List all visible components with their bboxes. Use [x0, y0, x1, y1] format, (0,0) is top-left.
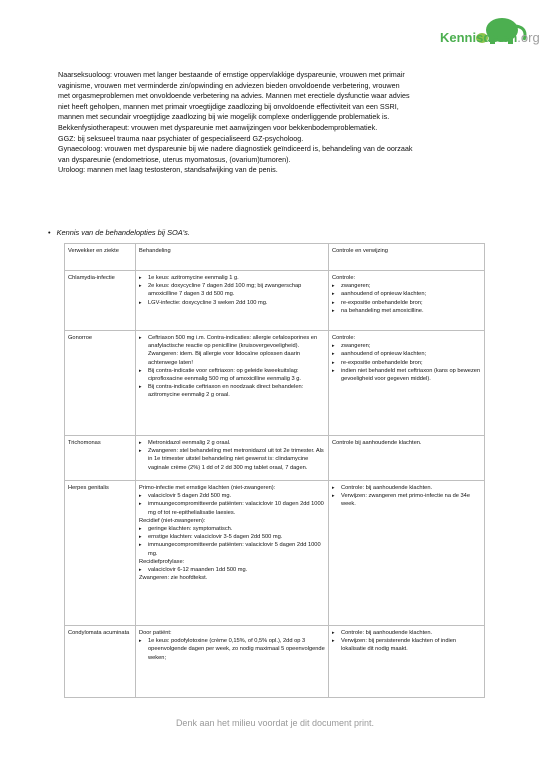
control-item: ▸ re-expositie onbehandelde bron; — [332, 299, 481, 307]
table-row — [65, 436, 485, 481]
disease-cell: Chlamydia-infectie — [65, 271, 136, 331]
treatment-item: Recidiefprofylaxe: — [139, 558, 185, 565]
table-row — [65, 626, 485, 698]
control-item: ▸ Verwijzen: bij persisterende klachten of indien lokalisatie dit nodig maakt. — [332, 637, 481, 653]
table-row — [65, 331, 485, 436]
treatment-item: ▸ immuungecompromitteerde patiënten: valaciclovir 5 dagen 2dd 1000 mg. — [139, 541, 325, 557]
control-cell — [329, 271, 485, 331]
treatment-item: ▸ Metronidazol eenmalig 2 g oraal. — [139, 439, 325, 447]
treatment-cell — [136, 331, 329, 436]
intro-line: Naarseksuoloog: vrouwen met langer bestaande of ernstige oppervlakkige dyspareunie, vrouwen met primair — [58, 70, 405, 79]
treatment-item: Zwangeren: zie hoofdtekst. — [139, 575, 208, 582]
control-item: ▸ indien niet behandeld met ceftriaxon (kans op bewezen gevoeligheid voor gegeven middel). — [332, 367, 481, 383]
intro-line: mannen met secundair vroegtijdige zaadlozing bij wie mogelijk complexe onderliggende problematiek is. — [58, 112, 390, 122]
treatment-list — [139, 274, 325, 307]
control-item: Controle: — [332, 275, 356, 281]
soa-treatment-table — [64, 243, 485, 698]
control-cell — [329, 331, 485, 436]
treatment-item: ▸ geringe klachten: symptomatisch. — [139, 525, 325, 533]
control-list — [332, 274, 481, 315]
intro-line: Bekkenfysiotherapeut: vrouwen met dyspareunie met aanwijzingen voor bekkenbodemproblematiek. — [58, 122, 378, 132]
control-list — [332, 484, 481, 509]
intro-text — [58, 70, 503, 176]
treatment-item: ▸ Bij contra-indicatie voor ceftriaxon: op geleide kweekuitslag: ciprofloxacine eenmalig 500 mg of amoxicilline eenmalig 3 g. — [139, 367, 325, 383]
intro-line: GGZ: bij seksueel trauma naar psychiater of gespecialiseerd GZ-psycholoog. — [58, 133, 304, 143]
control-cell — [329, 626, 485, 698]
header-pathogen: Verwekker en ziekte — [65, 244, 136, 271]
control-item: ▸ zwangeren; — [332, 342, 481, 350]
treatment-item: ▸ ernstige klachten: valaciclovir 3-5 dagen 2dd 500 mg. — [139, 533, 325, 541]
treatment-item: ▸ 1e keus: azitromycine eenmalig 1 g. — [139, 274, 325, 282]
intro-line: met orgasmeproblemen met onvoldoende verbetering na advies. Mannen met erectiele dysfunctie waar advies — [58, 91, 410, 101]
bullet-icon: • — [48, 228, 51, 237]
intro-line: vaginisme, vrouwen met verminderde zin/opwinding en adviezen bieden onvoldoende verbetering, vrouwen — [58, 80, 400, 90]
disease-cell: Herpes genitalis — [65, 481, 136, 626]
treatment-item: Door patiënt: — [139, 630, 172, 636]
site-brand: Kennisdelen.org — [440, 30, 540, 45]
treatment-item: ▸ 2e keus: doxycycline 7 dagen 2dd 100 mg; bij zwangerschap amoxicilline 7 dagen 3 dd 500 mg. — [139, 282, 325, 298]
treatment-item: ▸ LGV-infectie: doxycycline 3 weken 2dd 100 mg. — [139, 299, 325, 307]
treatment-item: ▸ Bij contra-indicatie ceftriaxon en noodzaak direct behandelen: azitromycine eenmalig 2 g oraal. — [139, 383, 325, 399]
treatment-cell — [136, 481, 329, 626]
treatment-item: ▸ 1e keus: podofylotoxine (crème 0,15%, of 0,5% opl.), 2dd op 3 opeenvolgende dagen per week, zo nodig maximaal 5 opeenvolgende weken; — [139, 637, 325, 662]
control-list — [332, 439, 481, 447]
table-row — [65, 481, 485, 626]
treatment-list — [139, 629, 325, 662]
control-item: ▸ zwangeren; — [332, 282, 481, 290]
intro-line: Gynaecoloog: vrouwen met dyspareunie bij wie nadere diagnostiek geïndiceerd is, behandeling van de oorzaak — [58, 144, 413, 154]
intro-line: van dyspareunie (endometriose, uterus myomatosus, (ovarium)tumoren). — [58, 154, 291, 164]
disease-cell: Condylomata acuminata — [65, 626, 136, 698]
control-item: ▸ Verwijzen: zwangeren met primo-infectie na de 34e week. — [332, 492, 481, 508]
intro-line: niet heeft geholpen, mannen met primair vroegtijdige zaadlozing bij onvoldoende effectiviteit van een SSRI, — [58, 101, 399, 111]
treatment-list — [139, 334, 325, 400]
section-bullet: • Kennis van de behandelopties bij SOA's. — [48, 228, 190, 237]
control-cell — [329, 436, 485, 481]
control-item: Controle bij aanhoudende klachten. — [332, 440, 422, 446]
footer-note: Denk aan het milieu voordat je dit document print. — [175, 718, 375, 728]
treatment-list — [139, 439, 325, 472]
control-item: ▸ re-expositie onbehandelde bron; — [332, 359, 481, 367]
treatment-cell — [136, 271, 329, 331]
treatment-cell — [136, 626, 329, 698]
table-row — [65, 271, 485, 331]
control-item: ▸ aanhoudend of opnieuw klachten; — [332, 350, 481, 358]
treatment-item: Primo-infectie met ernstige klachten (niet-zwangeren): — [139, 485, 276, 491]
treatment-item: ▸ Zwangeren: stel behandeling met metronidazol uit tot 2e trimester. Als in 1e trimester uitstel behandeling niet gewenst is: clindamycine vaginale crème (2%) 1 dd of 2 dd 300 mg tablet oraal, 7 dagen. — [139, 447, 325, 472]
header-control: Controle en verwijzing — [329, 244, 485, 271]
control-list — [332, 629, 481, 654]
treatment-cell — [136, 436, 329, 481]
control-item: ▸ na behandeling met amoxicilline. — [332, 307, 481, 315]
intro-line: Uroloog: mannen met laag testosteron, standsafwijking van de penis. — [58, 165, 278, 175]
treatment-list — [139, 484, 325, 582]
treatment-item: ▸ valaciclovir 6-12 maanden 1dd 500 mg. — [139, 566, 325, 574]
disease-cell: Gonorroe — [65, 331, 136, 436]
table-header-row — [65, 244, 485, 271]
control-item: ▸ aanhoudend of opnieuw klachten; — [332, 290, 481, 298]
control-item: Controle: — [332, 335, 356, 341]
control-item: ▸ Controle: bij aanhoudende klachten. — [332, 484, 481, 492]
header-treatment: Behandeling — [136, 244, 329, 271]
treatment-item: ▸ immuungecompromitteerde patiënten: valaciclovir 10 dagen 2dd 1000 mg of tot re-epithelialisatie laesies. — [139, 500, 325, 516]
control-cell — [329, 481, 485, 626]
treatment-item: Recidief (niet-zwangeren): — [139, 517, 206, 524]
treatment-item: ▸ valaciclovir 5 dagen 2dd 500 mg. — [139, 492, 325, 500]
disease-cell: Trichomonas — [65, 436, 136, 481]
treatment-item: ▸ Ceftriaxon 500 mg i.m. Contra-indicaties: allergie cefalosporines en anafylactische reactie op penicilline (kruisovergevoeligheid). Zwangeren: idem. Bij allergie voor lidocaïne oplossen daarin achterwege laten! — [139, 334, 325, 367]
control-item: ▸ Controle: bij aanhoudende klachten. — [332, 629, 481, 637]
control-list — [332, 334, 481, 383]
